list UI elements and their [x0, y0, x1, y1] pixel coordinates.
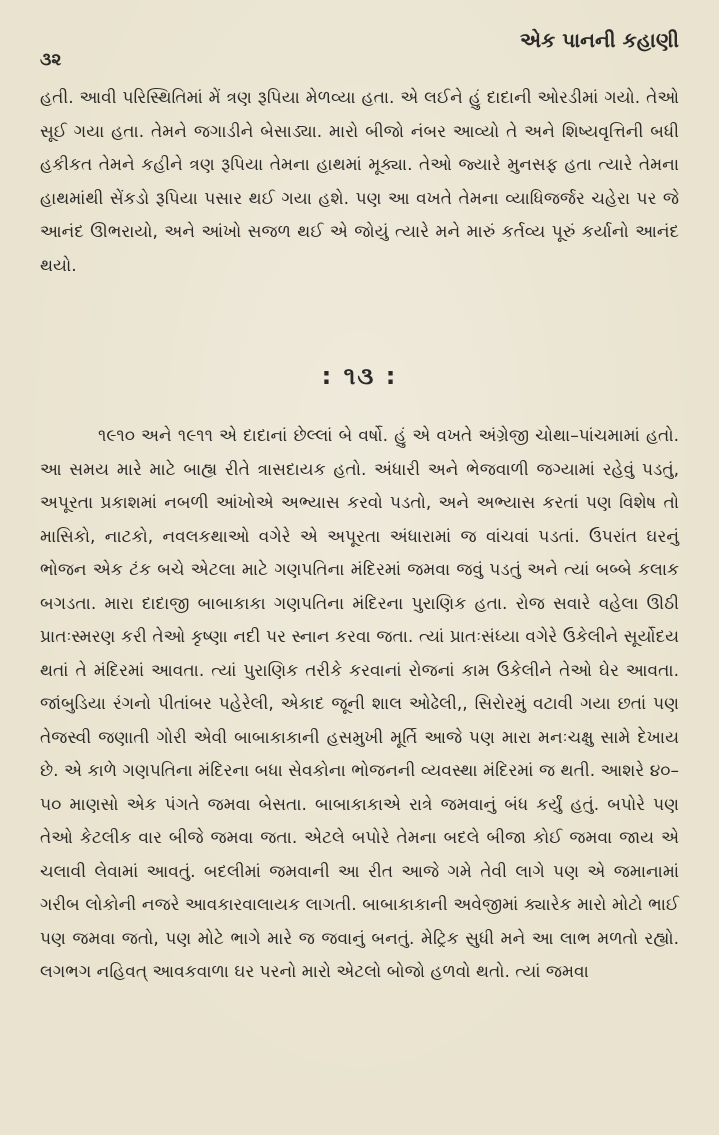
paragraph-2: ૧૯૧૦ અને ૧૯૧૧ એ દાદાનાં છેલ્લાં બે વર્ષો. હું એ વખતે અંગ્રેજી ચોથા–પાંચમામાં હતો. આ સમય મારે માટે બાહ્ય રીતે ત્રાસદાયક હતો. અંધારી અને ભેજવાળી જગ્યામાં રહેવું પડતું, અપૂરતા પ્રકાશમાં નબળી આંખોએ અભ્યાસ કરવો પડતો, અને અભ્યાસ કરતાં પણ વિશેષ તો માસિકો, નાટકો, નવલકથાઓ વગેરે એ અપૂરતા અંધારામાં જ વાંચવાં પડતાં. ઉપરાંત ઘરનું ભોજન એક ટંક બચે એટલા માટે ગણપતિના મંદિરમાં જમવા જવું પડતું અને ત્યાં બબ્બે કલાક બગડતા. મારા દાદાજી બાબાકાકા ગણપતિના મંદિરના પુરાણિક હતા. રોજ સવારે વહેલા ઊઠી પ્રાતઃસ્મરણ કરી તેઓ કૃષ્ણા નદી પર સ્નાન કરવા જતા. ત્યાં પ્રાતઃસંધ્યા વગેરે ઉકેલીને સૂર્યોદય થતાં તે મંદિરમાં આવતા. ત્યાં પુરાણિક તરીકે કરવાનાં રોજનાં કામ ઉકેલીને તેઓ ઘેર આવતા. જાંબુડિયા રંગનો પીતાંબર પહેરેલી, એકાદ જૂની શાલ ઓઢેલી,, સિરોરમું વટાવી ગયા છતાં પણ તેજસ્વી જણાતી ગોરી એવી બાબાકાકાની હસમુખી મૂર્તિ આજે પણ મારા મનઃચક્ષુ સામે દેખાય છે. એ કાળે ગણપતિના મંદિરના બધા સેવકોના ભોજનની વ્યવસ્થા મંદિરમાં જ થતી. આશરે ૪૦–૫૦ માણસો એક પંગતે જમવા બેસતા. બાબાકાકાએ રાત્રે જમવાનું બંધ કર્યું હતું. બપોરે પણ તેઓ કેટલીક વાર બીજે જમવા જતા. એટલે બપોરે તેમના બદલે બીજા કોઈ જમવા જાય એ ચલાવી લેવામાં આવતું. બદલીમાં જમવાની આ રીત આજે ગમે તેવી લાગે પણ એ જમાનામાં ગરીબ લોકોની નજરે આવકારવાલાયક લાગતી. બાબાકાકાની અવેજીમાં ક્યારેક મારો મોટો ભાઈ પણ જમવા જતો, પણ મોટે ભાગે મારે જ જવાનું બનતું. મેટ્રિક સુધી મને આ લાભ મળતો રહ્યો. લગભગ નહિવત્ આવકવાળા ઘર પરનો મારો એટલો બોજો હળવો થતો. ત્યાં જમવા: [40, 426, 679, 982]
page-number: ૩૨: [40, 50, 62, 70]
running-title: એક પાનની કહાણી: [520, 28, 679, 52]
section-number: : ૧૩ :: [321, 362, 398, 390]
paragraph-1: હતી. આવી પરિસ્થિતિમાં મેં ત્રણ રૂપિયા મેળવ્યા હતા. એ લઈને હું દાદાની ઓરડીમાં ગયો. તેઓ સૂઈ ગયા હતા. તેમને જગાડીને બેસાડ્યા. મારો બીજો નંબર આવ્યો તે અને શિષ્યવૃત્તિની બધી હકીકત તેમને કહીને ત્રણ રૂપિયા તેમના હાથમાં મૂક્યા. તેઓ જ્યારે મુનસફ હતા ત્યારે તેમના હાથમાંથી સેંકડો રૂપિયા પસાર થઈ ગયા હશે. પણ આ વખતે તેમના વ્યાધિજર્જર ચહેરા પર જે આનંદ ઊભરાયો, અને આંખો સજળ થઈ એ જોયું ત્યારે મને મારું કર્તવ્ય પૂરું કર્યાનો આનંદ થયો.: [40, 88, 679, 276]
